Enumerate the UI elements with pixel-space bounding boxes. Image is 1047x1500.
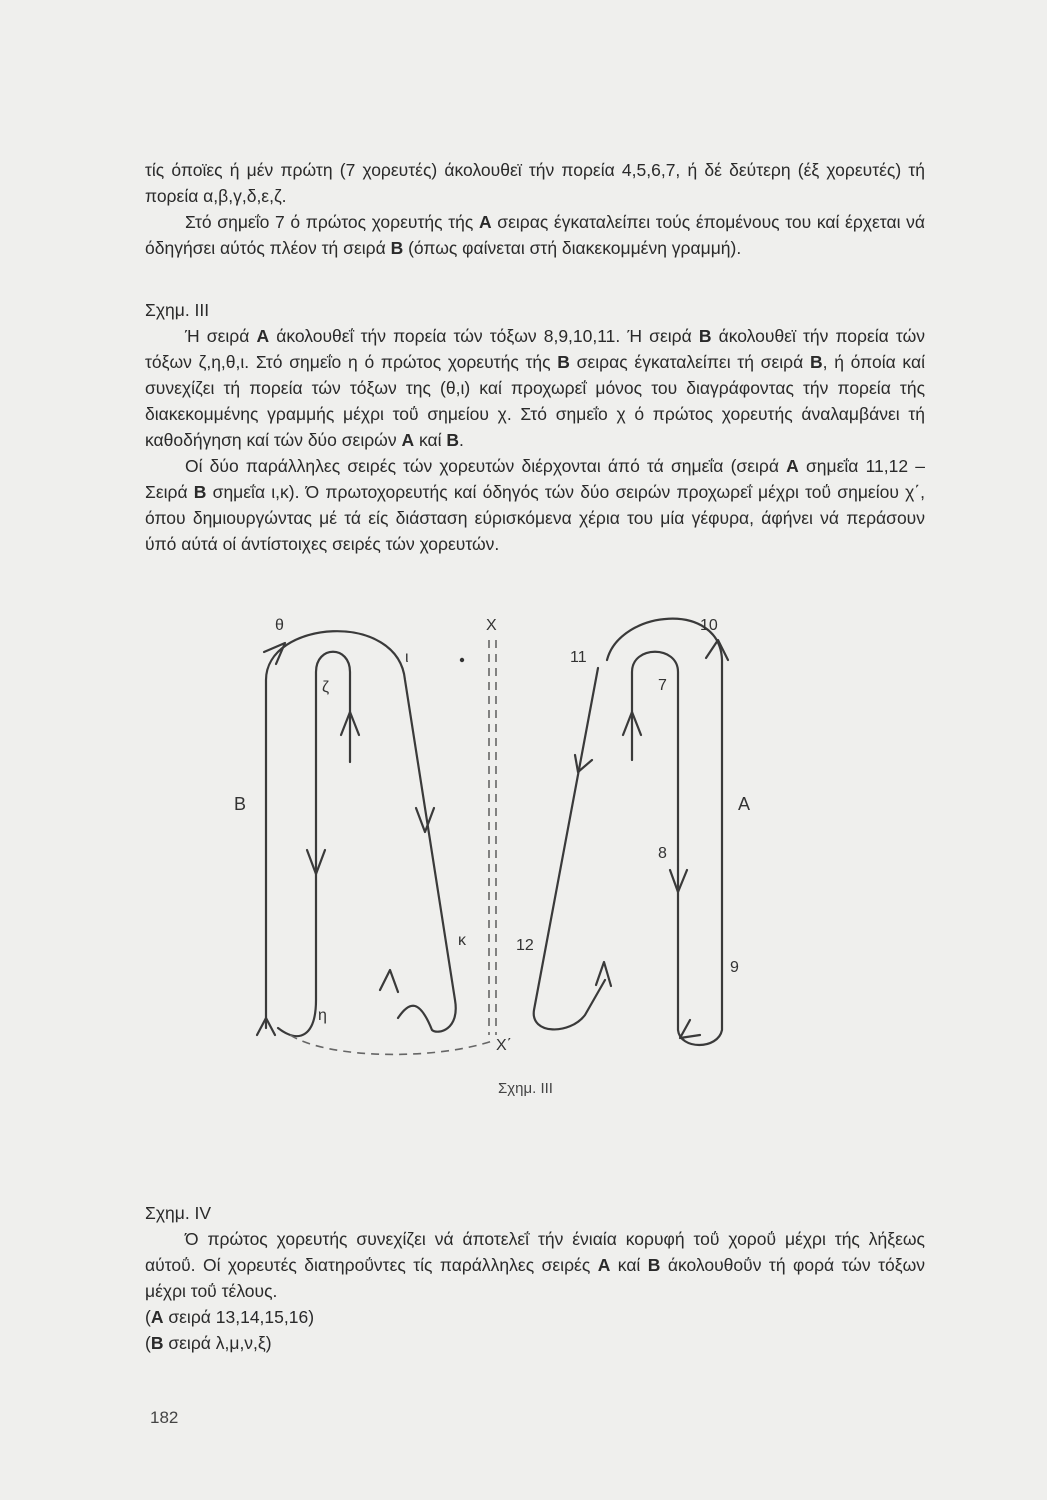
label-8: 8 [658,845,667,862]
label-11: 11 [570,649,587,666]
s4-t4: Β [647,1255,661,1275]
s3-e: άκολουθεϊ τήν πορεία τών τόξων ζ,η,θ,ι. Στό σημεΐο η ό πρώτος χορευτής τής [145,326,925,372]
figure-caption: Σχημ. ΙΙΙ [498,1080,553,1097]
s3-j: Α [401,430,415,450]
s3-k: καί [414,430,447,450]
page-number: 182 [150,1408,179,1427]
section-4-heading: Σχημ. ΙV [145,1203,212,1223]
label-kappa: κ [458,932,466,949]
s3-l: Β [446,430,459,450]
series-a-points [145,1304,925,1330]
label-B: Β [234,794,247,814]
intro-text [145,157,925,261]
paragraph-2 [145,209,925,261]
a-bold: Α [150,1307,164,1327]
section-3-heading: Σχημ. ΙΙΙ [145,300,210,320]
s3-h: Β [809,352,823,372]
p1-text: τίς όποϊες ή μέν πρώτη (7 χορευτές) άκολουθεϊ τήν πορεία 4,5,6,7, ή δέ δεύτερη (έξ χορευτές) τή πορεία α,β,γ,δ,ε,ζ. [145,160,925,206]
s3-i: , ή όποία καί συνεχίζει τή πορεία τών τόξων της (θ,ι) καί προχωρεΐ μόνος του διαγράφοντας τήν πορεία τής διακεκομμένης γραμμής μέχρι τοΰ σημείου χ. Στό σημεΐο χ ό πρώτος χορευτής άναλαμβάνει τή καθοδήγηση καί τών δύο σειρών [145,352,925,450]
b-bold: Β [150,1333,164,1353]
label-12: 12 [516,937,534,954]
b-prefix: ( [145,1333,151,1353]
s4-t1: Ό πρώτος χορευτής συνεχίζει νά άποτελεΐ τήν ένιαία κορυφή τοΰ χοροΰ μέχρι τής λήξεως αύτοΰ. Οί χορευτές διατηροΰντες τίς παράλληλες σειρές [145,1229,925,1275]
s3-f: Β [557,352,570,372]
arrow-a-4 [575,755,592,772]
a-prefix: ( [145,1307,151,1327]
label-10: 10 [700,617,718,634]
arrow-a-3 [706,640,728,660]
series-b-points [145,1330,925,1356]
leader-dashed-path [290,1035,495,1054]
label-9: 9 [730,959,739,976]
p2-bold-a: Α [478,212,492,232]
section-3-paragraph-2 [145,453,925,557]
dance-path-figure [225,605,785,1105]
s4-t2: Α [597,1255,611,1275]
s3-m: . [459,430,464,450]
b-rest: σειρά λ,μ,ν,ξ) [163,1333,272,1353]
s3-2b: Α [786,456,799,476]
label-A: Α [738,794,751,814]
section-4 [145,1200,925,1356]
section-3 [145,297,925,557]
p2-text-a: Στό σημεΐο 7 ό πρώτος χορευτής τής [185,212,479,232]
series-b-inner-path [278,652,350,1036]
s3-b: Α [256,326,270,346]
series-a-inner-arc [632,652,678,860]
series-a-long-line [534,668,605,1029]
point-marker [460,658,464,662]
label-x-bottom: Χ΄ [496,1037,512,1054]
s3-2c: σημεΐα 11,12 – Σειρά [145,456,925,502]
label-x-top: Χ [486,617,497,634]
s3-2d: Β [193,482,207,502]
series-b-outer-path [266,631,456,1032]
paragraph-1 [145,157,925,209]
s3-d: Β [698,326,712,346]
arrow-b-5 [380,970,398,992]
a-rest: σειρά 13,14,15,16) [163,1307,315,1327]
p2-text-c: σειρας έγκαταλείπει τούς έπομένους του καί έρχεται νά όδηγήσει αύτός πλέον τή σειρά [145,212,925,258]
s3-2a: Οί δύο παράλληλες σειρές τών χορευτών διέρχονται άπό τά σημεΐα (σειρά [185,456,787,476]
s4-t5: άκολουθοΰν τή φορά τών τόξων μέχρι τοΰ τέλους. [145,1255,925,1301]
s3-a: Ή σειρά [185,326,257,346]
label-7: 7 [658,677,667,694]
s4-t3: καί [610,1255,648,1275]
s3-c: άκολουθεΐ τήν πορεία τών τόξων 8,9,10,11. Ή σειρά [269,326,699,346]
label-eta: η [318,1007,327,1024]
s3-g: σειρας έγκαταλείπει τή σειρά [569,352,810,372]
section-4-paragraph [145,1226,925,1304]
p2-bold-b: Β [390,238,404,258]
label-zeta: ζ [322,679,330,696]
arrow-a-6 [680,1020,700,1038]
label-iota: ι [405,649,409,666]
p2-text-e: (όπως φαίνεται στή διακεκομμένη γραμμή). [403,238,742,258]
section-3-paragraph-1 [145,323,925,453]
arrow-b-1 [264,643,285,664]
label-theta: θ [275,617,284,634]
s3-2e: σημεΐα ι,κ). Ό πρωτοχορευτής καί όδηγός τών δύο σειρών προχωρεΐ μέχρι τοΰ σημείου χ΄, όπου δημιουργώντας μέ τά είς διάσταση εύρισκόμενα χέρια του μία γέφυρα, άφήνει νά περάσουν ύπό αύτά οί άντίστοιχες σειρές τών χορευτών. [145,482,925,554]
